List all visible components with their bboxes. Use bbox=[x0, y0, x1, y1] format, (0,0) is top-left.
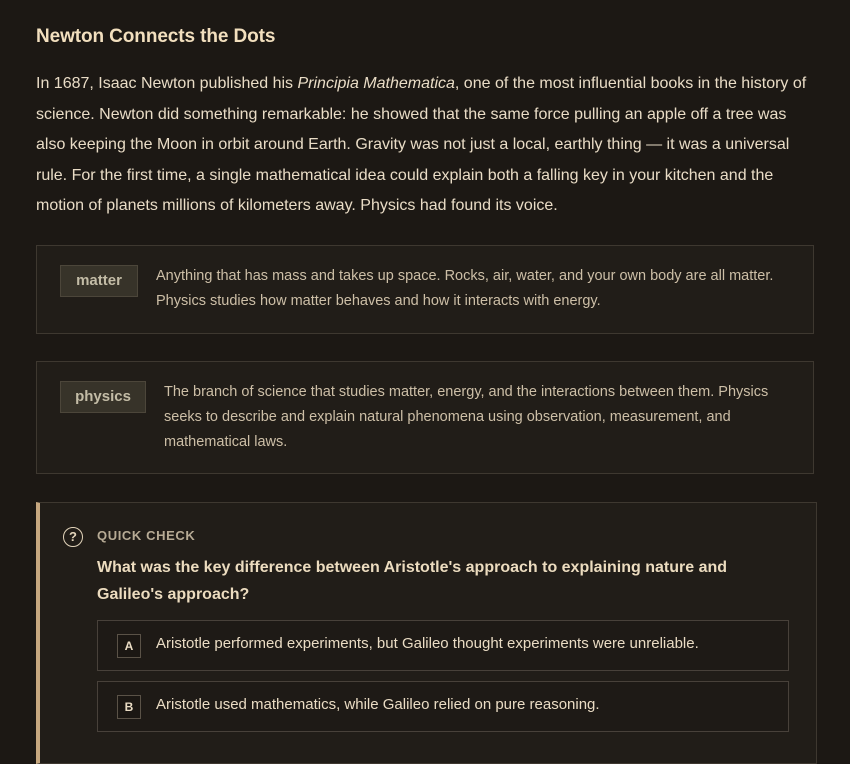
answer-option-a[interactable] bbox=[97, 620, 789, 671]
quick-check-label: QUICK CHECK bbox=[97, 528, 196, 543]
term-badge: physics bbox=[60, 381, 146, 413]
quick-check-card bbox=[36, 502, 817, 764]
intro-text-rest: , one of the most influential books in the history of science. Newton did something remarkable: he showed that the same force pulling an apple off a tree was also keeping the Moon in orbit around Earth. Gravity was not just a local, earthly thing — it was a universal rule. For the first time, a single mathematical idea could explain both a falling key in your kitchen and the motion of planets millions of kilometers away. Physics had found its voice. bbox=[36, 75, 807, 214]
answer-option-b[interactable] bbox=[97, 681, 789, 732]
question-circle-icon: ? bbox=[63, 527, 83, 547]
term-card-physics bbox=[36, 361, 814, 474]
option-text: Aristotle used mathematics, while Galileo relied on pure reasoning. bbox=[156, 696, 600, 713]
quiz-question: What was the key difference between Aristotle's approach to explaining nature and Galileo's approach? bbox=[97, 559, 728, 603]
intro-paragraph bbox=[36, 69, 814, 222]
term-definition: The branch of science that studies matter, energy, and the interactions between them. Physics seeks to describe and explain natural phenomena using observation, measurement, and mathematical laws. bbox=[164, 384, 769, 450]
option-letter: A bbox=[117, 634, 141, 658]
term-badge: matter bbox=[60, 265, 138, 297]
intro-text-start: In 1687, Isaac Newton published his bbox=[36, 75, 298, 92]
option-text: Aristotle performed experiments, but Galileo thought experiments were unreliable. bbox=[156, 635, 699, 652]
term-definition: Anything that has mass and takes up space. Rocks, air, water, and your own body are all matter. Physics studies how matter behaves and how it interacts with energy. bbox=[156, 268, 774, 309]
term-card-matter bbox=[36, 245, 814, 334]
book-title: Principia Mathematica bbox=[297, 75, 455, 92]
option-letter: B bbox=[117, 695, 141, 719]
section-title: Newton Connects the Dots bbox=[36, 26, 276, 47]
